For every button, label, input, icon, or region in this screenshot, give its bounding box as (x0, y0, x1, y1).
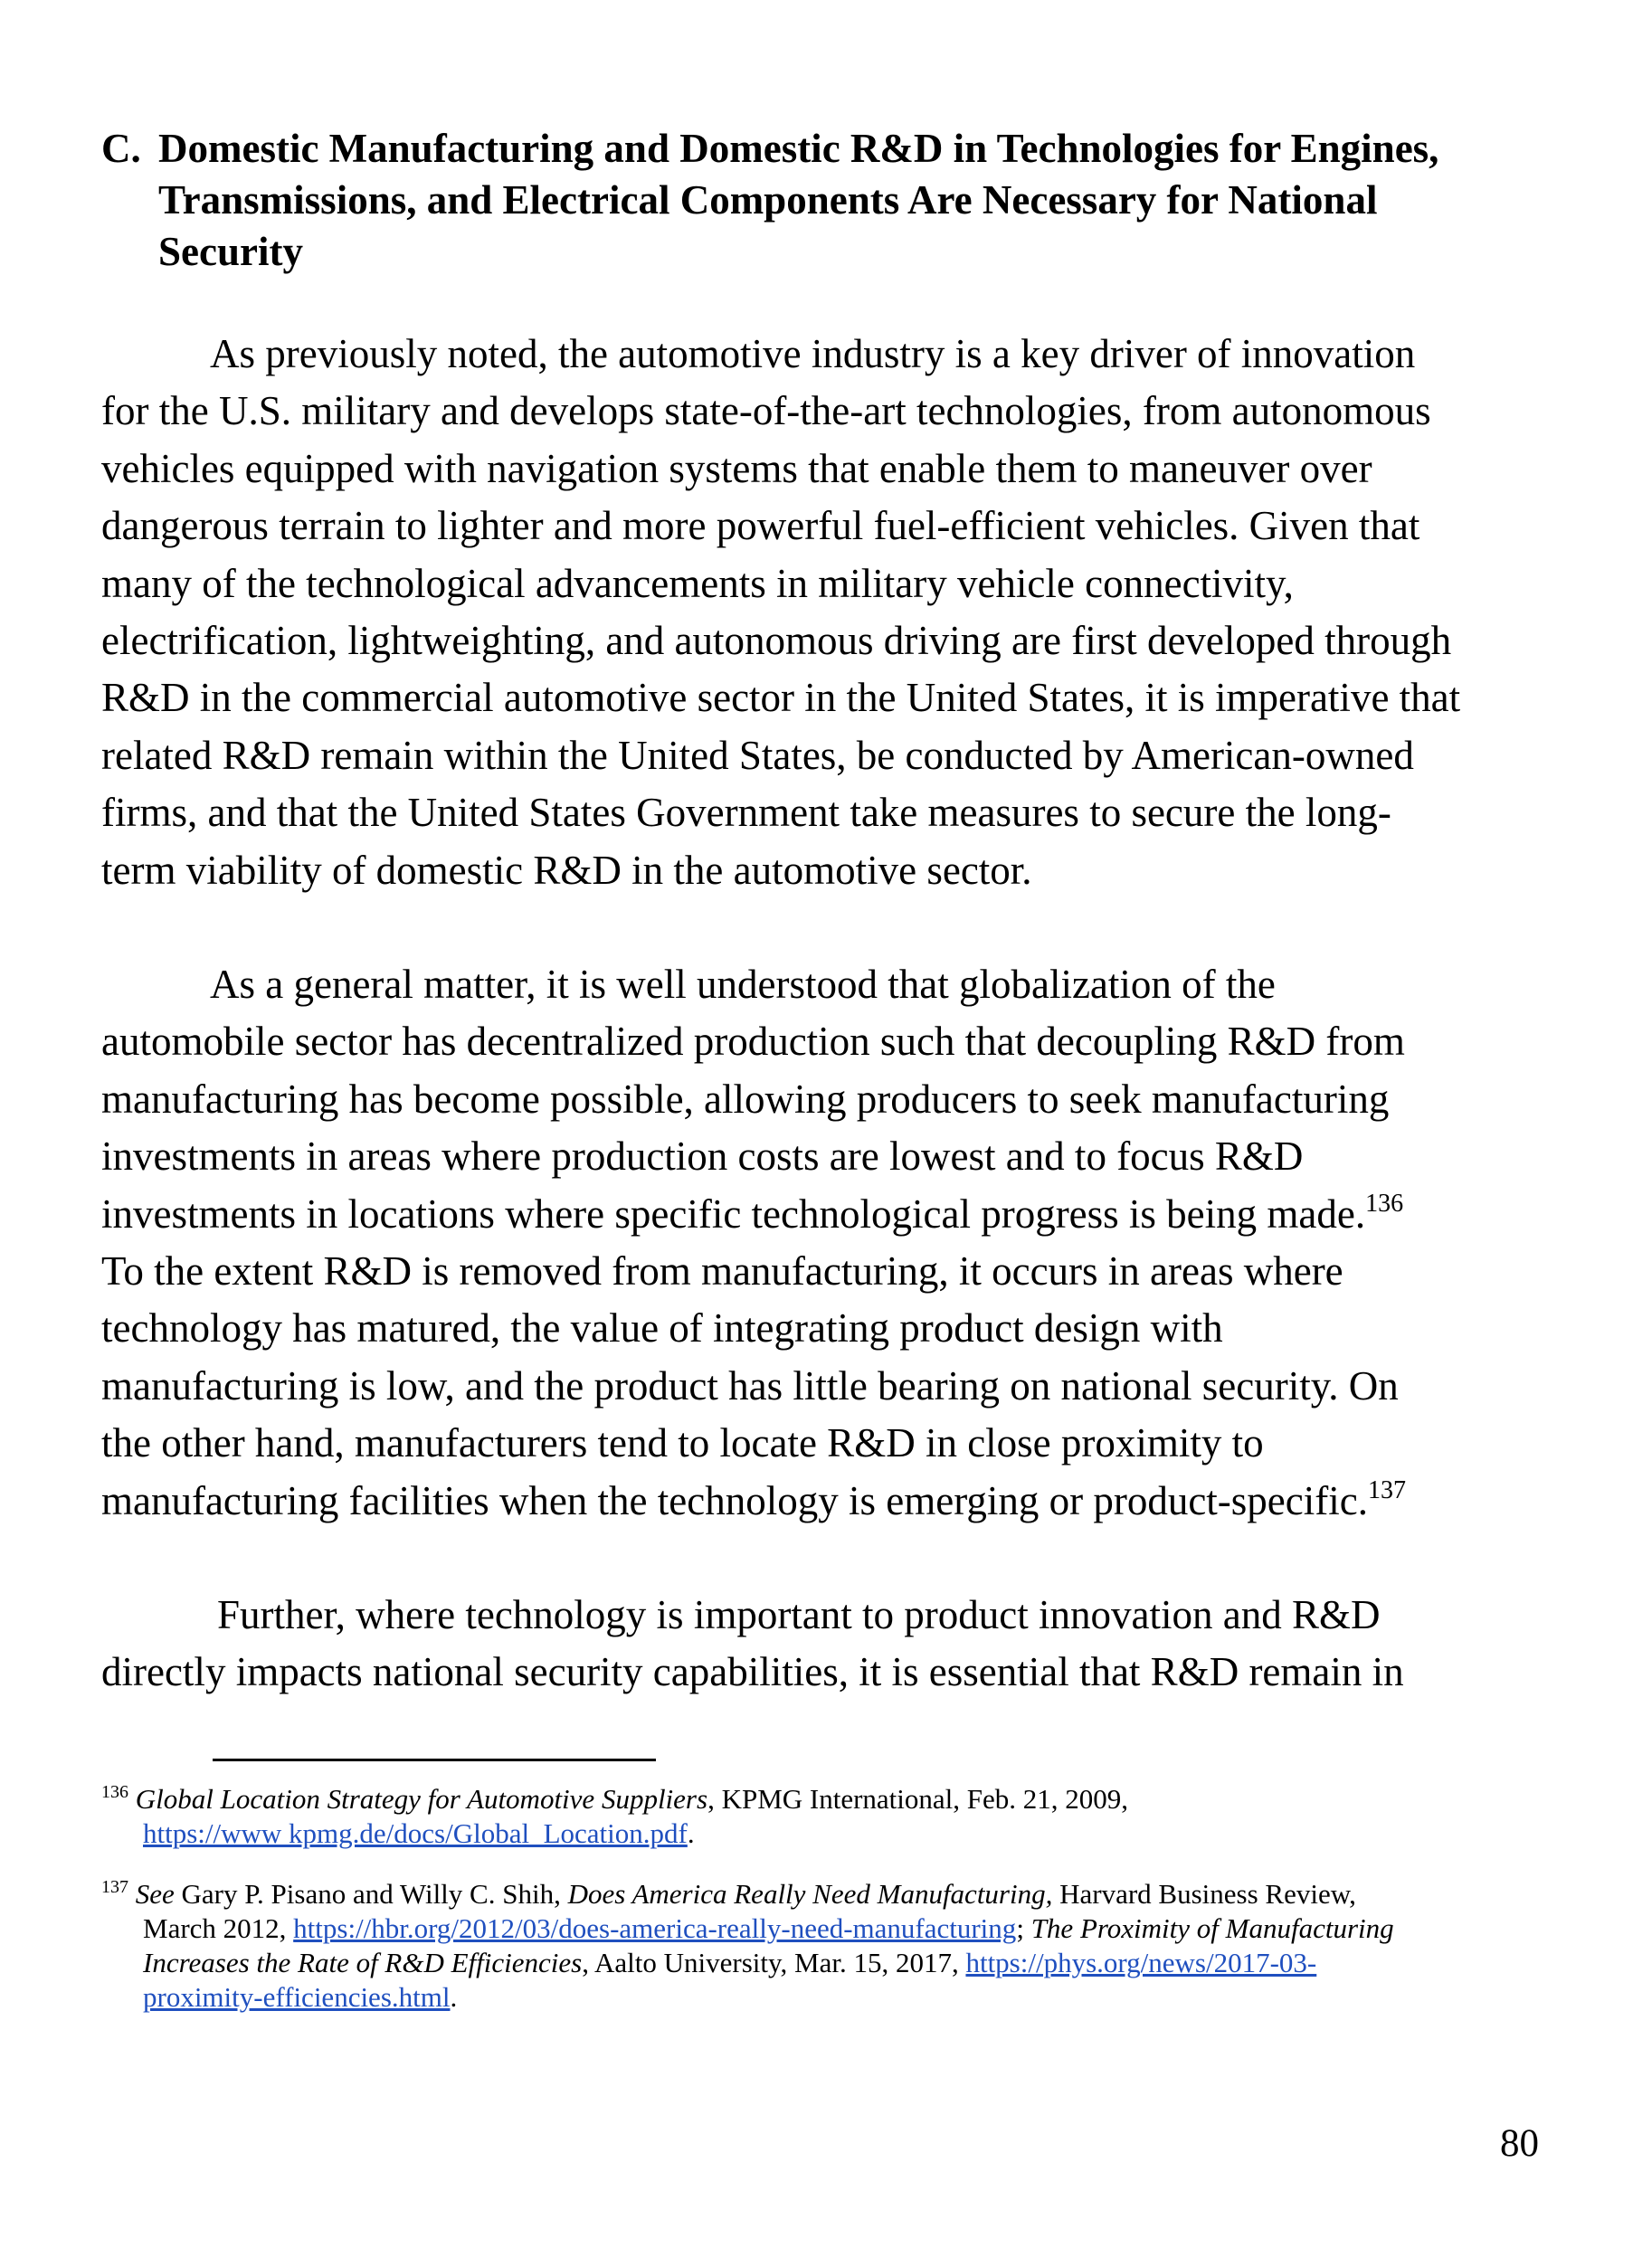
paragraph-line: electrification, lightweighting, and autonomous driving are first developed through (101, 618, 1452, 664)
paragraph-line: firms, and that the United States Government take measures to secure the long- (101, 790, 1391, 836)
footnote-separator (213, 1759, 656, 1761)
footnote-title: Does America Really Need Manufacturing, (567, 1878, 1053, 1910)
paragraph-line: many of the technological advancements in military vehicle connectivity, (101, 560, 1294, 606)
footnote-number: 136 (101, 1782, 128, 1802)
paragraph-line: for the U.S. military and develops state-of-the-art technologies, from autonomous (101, 388, 1431, 434)
paragraph-line: directly impacts national security capabilities, it is essential that R&D remain in (101, 1649, 1404, 1695)
section-letter: C. (101, 126, 141, 171)
paragraph-line: dangerous terrain to lighter and more powerful fuel-efficient vehicles. Given that (101, 503, 1420, 549)
footnote-link[interactable]: https://hbr.org/2012/03/does-america-really-need-manufacturing (293, 1912, 1017, 1944)
footnote-136 (101, 1782, 1585, 1851)
paragraph-line: manufacturing facilities when the technology is emerging or product-specific. (101, 1477, 1368, 1523)
paragraph-line: investments in areas where production costs are lowest and to focus R&D (101, 1133, 1304, 1180)
footnote-text: , KPMG International, Feb. 21, 2009, (707, 1783, 1129, 1815)
paragraph-2 (101, 956, 1406, 1530)
paragraph-line: manufacturing has become possible, allowing producers to seek manufacturing (101, 1076, 1390, 1122)
paragraph-3 (101, 1587, 1404, 1702)
footnote-text: , Aalto University, Mar. 15, 2017, (582, 1947, 966, 1978)
paragraph-line: vehicles equipped with navigation systems that enable them to maneuver over (101, 445, 1372, 491)
footnote-title: Increases the Rate of R&D Efficiencies (143, 1947, 583, 1978)
footnote-title: Global Location Strategy for Automotive Suppliers (135, 1783, 708, 1815)
paragraph-line: manufacturing is low, and the product has little bearing on national security. On (101, 1362, 1399, 1409)
section-title-line: Security (158, 229, 303, 274)
footnote-number: 137 (101, 1877, 128, 1897)
footnote-text: March 2012, (143, 1912, 294, 1944)
footnote-link[interactable]: https://phys.org/news/2017-03- (965, 1947, 1317, 1978)
footnote-link[interactable]: proximity-efficiencies.html (143, 1981, 451, 2013)
section-title-line: Transmissions, and Electrical Components Are Necessary for National (158, 177, 1378, 223)
footnote-ref-137[interactable]: 137 (1367, 1475, 1406, 1504)
page-number: 80 (1500, 2122, 1539, 2165)
paragraph-line: term viability of domestic R&D in the automotive sector. (101, 847, 1032, 893)
paragraph-line: investments in locations where specific technological progress is being made. (101, 1190, 1366, 1237)
footnote-signal: See (135, 1878, 175, 1910)
paragraph-line: As a general matter, it is well understood that globalization of the (210, 962, 1276, 1007)
footnote-text: Harvard Business Review, (1052, 1878, 1356, 1910)
footnote-137 (101, 1877, 1585, 2015)
paragraph-1 (101, 326, 1460, 899)
footnote-text: . (450, 1981, 458, 2013)
footnote-title: The Proximity of Manufacturing (1030, 1912, 1394, 1944)
paragraph-line: To the extent R&D is removed from manufacturing, it occurs in areas where (101, 1248, 1343, 1295)
paragraph-line: As previously noted, the automotive industry is a key driver of innovation (210, 331, 1416, 376)
footnote-text: . (687, 1817, 695, 1849)
paragraph-line: automobile sector has decentralized production such that decoupling R&D from (101, 1019, 1405, 1065)
paragraph-line: R&D in the commercial automotive sector in the United States, it is imperative that (101, 675, 1461, 721)
footnote-text: ; (1016, 1912, 1031, 1944)
section-title-line: Domestic Manufacturing and Domestic R&D in Technologies for Engines, (158, 126, 1439, 171)
footnote-link[interactable]: https://www kpmg.de/docs/Global_Location.pdf (143, 1817, 688, 1849)
paragraph-line: Further, where technology is important to product innovation and R&D (217, 1592, 1381, 1637)
paragraph-line: technology has matured, the value of integrating product design with (101, 1305, 1223, 1352)
paragraph-line: related R&D remain within the United States, be conducted by American-owned (101, 732, 1414, 778)
footnote-ref-136[interactable]: 136 (1365, 1189, 1404, 1218)
paragraph-line: the other hand, manufacturers tend to locate R&D in close proximity to (101, 1420, 1264, 1466)
footnote-text: Gary P. Pisano and Willy C. Shih, (174, 1878, 568, 1910)
section-title (158, 123, 1570, 278)
